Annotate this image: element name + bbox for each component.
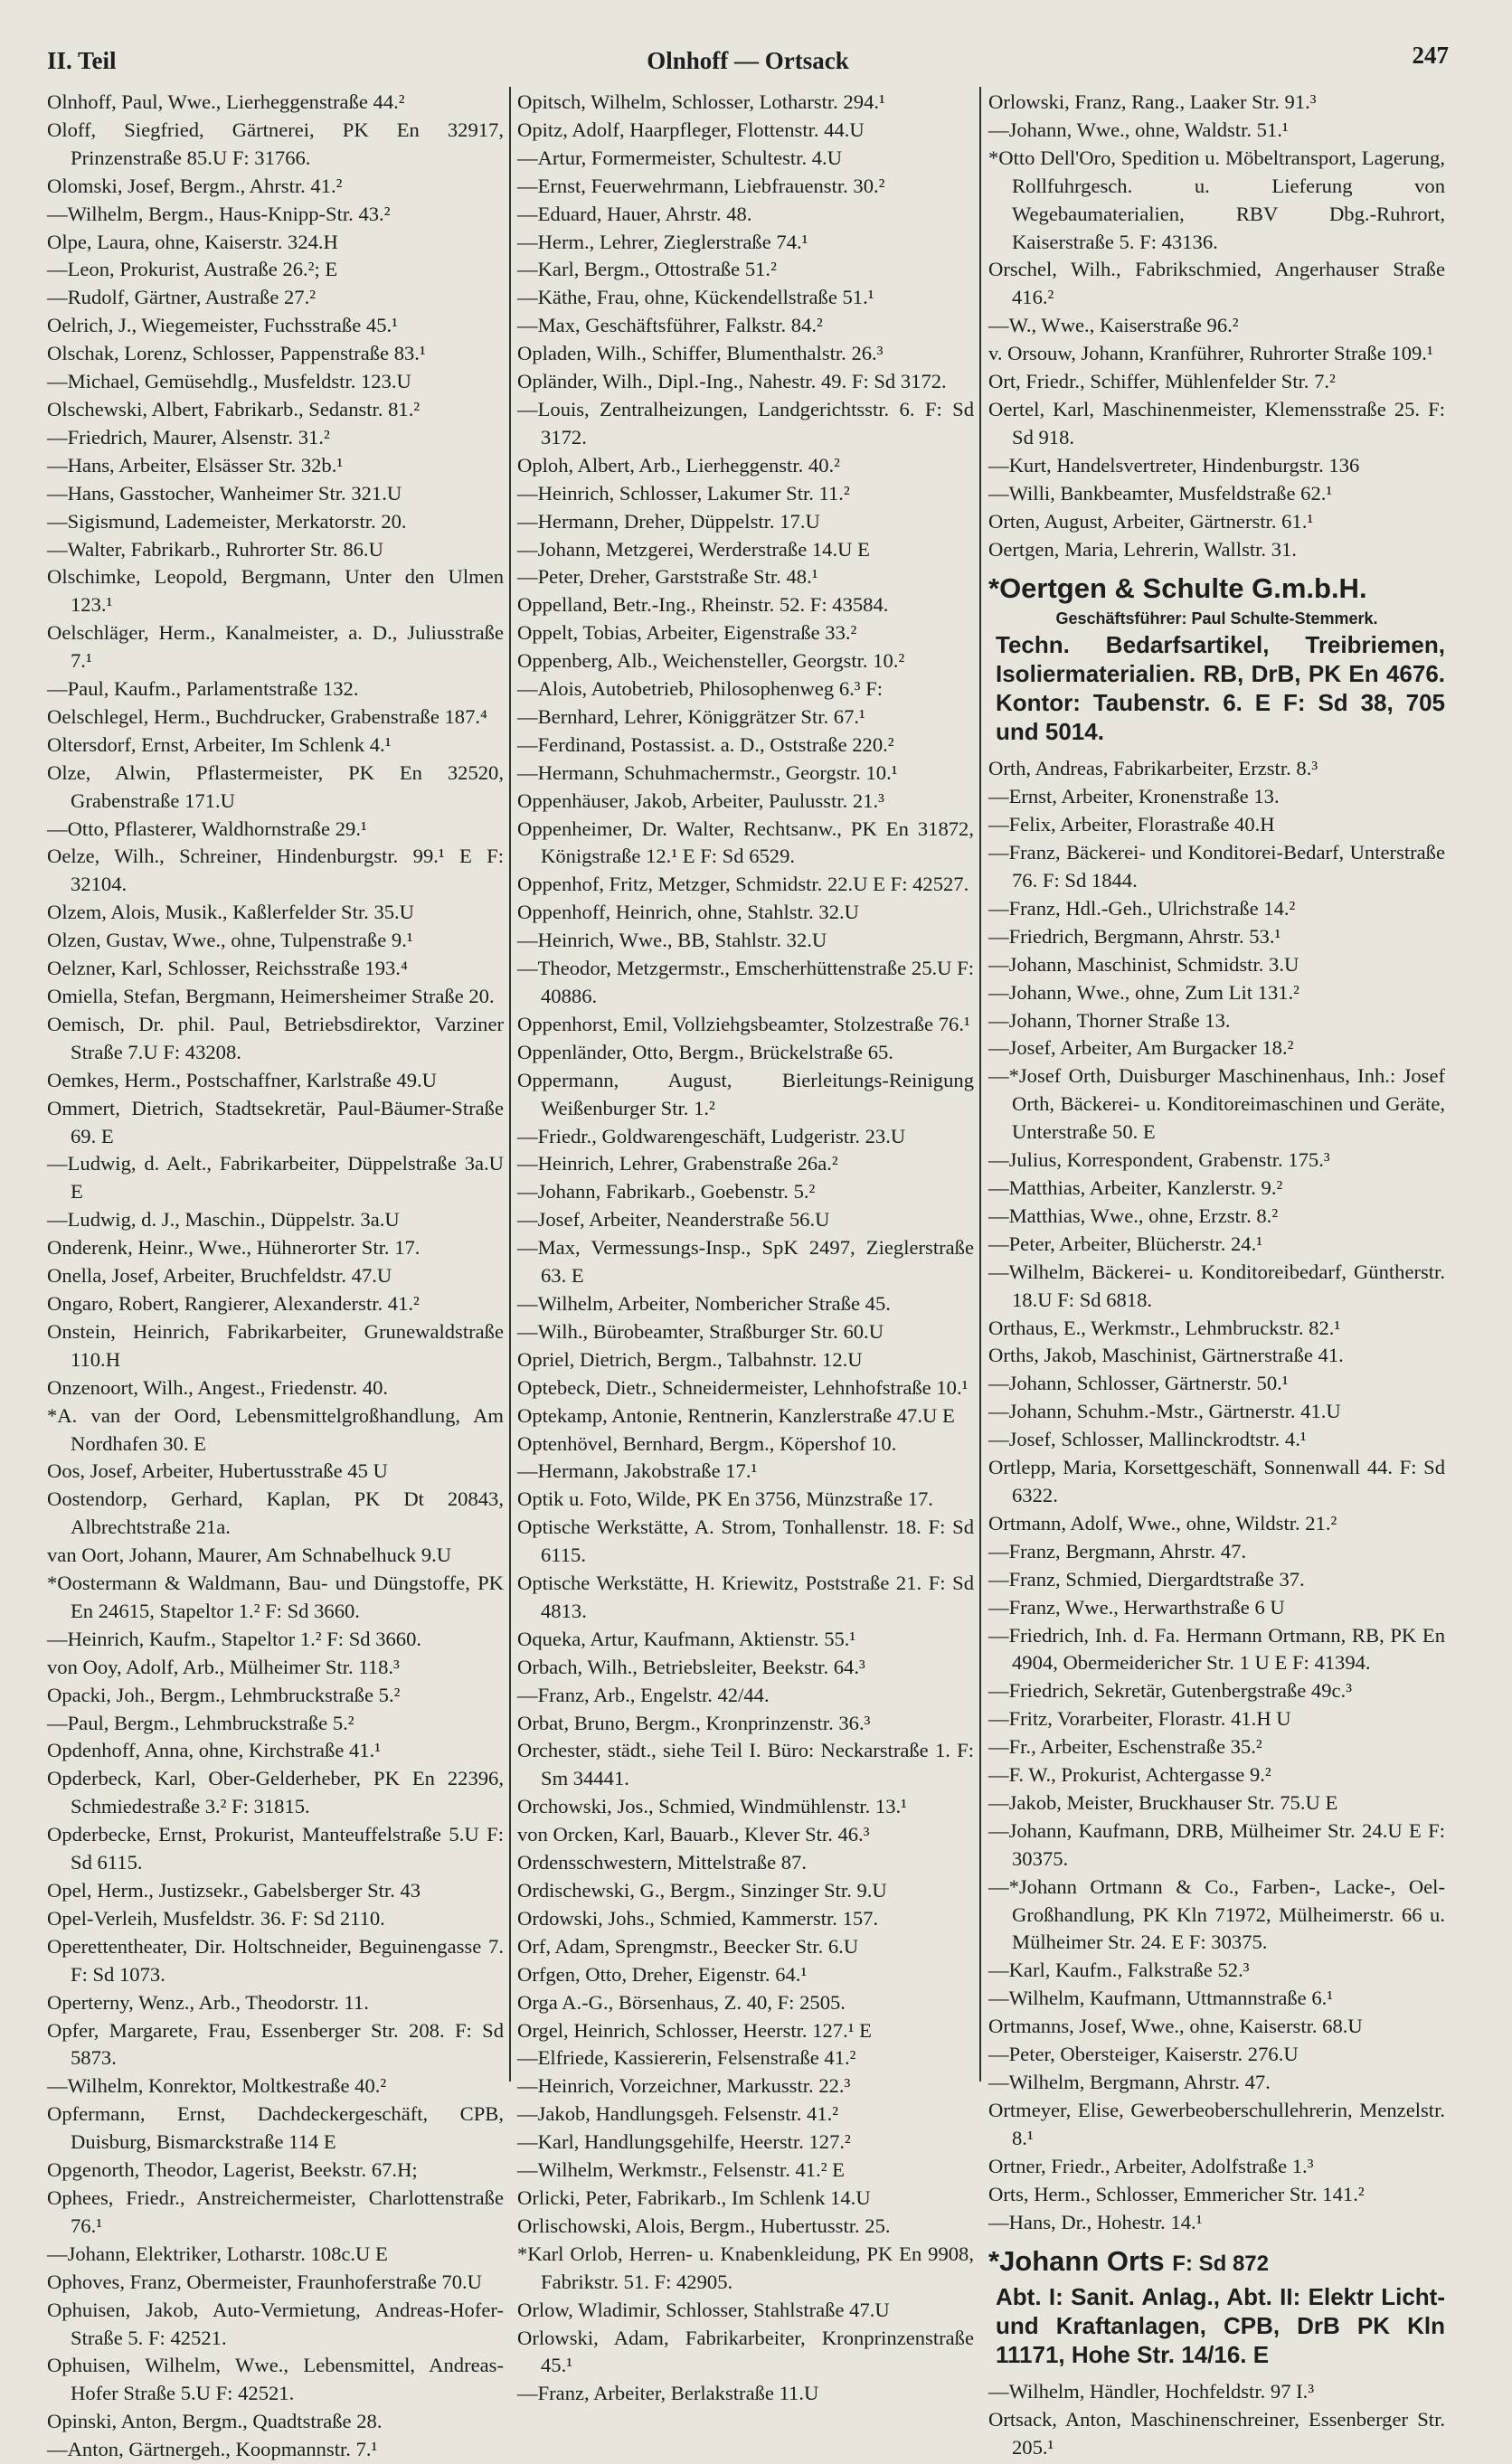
directory-entry: —Julius, Korrespondent, Grabenstr. 175.³ xyxy=(988,1148,1330,1172)
directory-entry: Orga A.-G., Börsenhaus, Z. 40, F: 2505. xyxy=(517,1990,846,2014)
directory-entry: —Paul, Kaufm., Parlamentstraße 132. xyxy=(47,677,359,701)
directory-entry: Olpe, Laura, ohne, Kaiserstr. 324.H xyxy=(47,230,338,253)
directory-entry: Orlischowski, Alois, Bergm., Hubertusstr. 25. xyxy=(517,2214,891,2237)
directory-entry: —Johann, Maschinist, Schmidstr. 3.U xyxy=(988,952,1299,976)
directory-entry: —Franz, Arbeiter, Berlakstraße 11.U xyxy=(517,2382,819,2405)
directory-entry: —Herm., Lehrer, Zieglerstraße 74.¹ xyxy=(517,230,808,253)
directory-entry: Optische Werkstätte, H. Kriewitz, Poststraße 21. F: Sd 4813. xyxy=(517,1572,974,1622)
directory-entry: Oppenhäuser, Jakob, Arbeiter, Paulusstr. 21.³ xyxy=(517,788,884,812)
directory-entry: Onderenk, Heinr., Wwe., Hühnerorter Str. 17. xyxy=(47,1236,421,1260)
directory-entry: Orbat, Bruno, Bergm., Kronprinzenstr. 36.³ xyxy=(517,1711,871,1734)
directory-entry: Oemisch, Dr. phil. Paul, Betriebsdirektor, Varziner Straße 7.U F: 43208. xyxy=(47,1012,504,1063)
directory-entry: Oqueka, Artur, Kaufmann, Aktienstr. 55.¹ xyxy=(517,1627,856,1650)
directory-entry: Opriel, Dietrich, Bergm., Talbahnstr. 12.U xyxy=(517,1347,863,1371)
directory-entry: —Louis, Zentralheizungen, Landgerichtsstr. 6. F: Sd 3172. xyxy=(517,397,974,448)
directory-entry: —Ernst, Feuerwehrmann, Liebfrauenstr. 30.² xyxy=(517,174,885,197)
directory-entry: Ordensschwestern, Mittelstraße 87. xyxy=(517,1851,807,1874)
directory-entry: Orschel, Wilh., Fabrikschmied, Angerhauser Straße 416.² xyxy=(988,258,1445,309)
directory-entry: —Matthias, Arbeiter, Kanzlerstr. 9.² xyxy=(988,1176,1283,1199)
directory-entry: —Theodor, Metzgermstr., Emscherhüttenstraße 25.U F: 40886. xyxy=(517,957,974,1007)
directory-entry: Oemkes, Herm., Postschaffner, Karlstraße 49.U xyxy=(47,1068,437,1091)
directory-entry: Orthaus, E., Werkmstr., Lehmbruckstr. 82.¹ xyxy=(988,1316,1341,1339)
directory-entry: —Jakob, Meister, Bruckhauser Str. 75.U E xyxy=(988,1790,1338,1814)
directory-entry: —Johann, Schlosser, Gärtnerstr. 50.¹ xyxy=(988,1372,1289,1395)
directory-entry: Oelzner, Karl, Schlosser, Reichsstraße 193.⁴ xyxy=(47,957,408,980)
directory-entry: *Karl Orlob, Herren- u. Knabenkleidung, PK En 9908, Fabrikstr. 51. F: 42905. xyxy=(517,2242,974,2293)
directory-entry: Ort, Friedr., Schiffer, Mühlenfelder Str. 7.² xyxy=(988,370,1336,393)
directory-entry: —Michael, Gemüsehdlg., Musfeldstr. 123.U xyxy=(47,370,411,393)
directory-entry: *Oostermann & Waldmann, Bau- und Düngstoffe, PK En 24615, Stapeltor 1.² F: Sd 3660. xyxy=(47,1572,504,1622)
directory-entry: —Heinrich, Schlosser, Lakumer Str. 11.² xyxy=(517,481,850,505)
directory-entry: —Johann, Metzgerei, Werderstraße 14.U E xyxy=(517,537,870,561)
directory-entry: Onella, Josef, Arbeiter, Bruchfeldstr. 47.U xyxy=(47,1264,392,1288)
directory-entry: —Matthias, Wwe., ohne, Erzstr. 8.² xyxy=(988,1204,1279,1227)
directory-entry: —Josef, Arbeiter, Am Burgacker 18.² xyxy=(988,1036,1294,1060)
directory-entry: —Heinrich, Wwe., BB, Stahlstr. 32.U xyxy=(517,929,827,952)
directory-entry: Ordischewski, G., Bergm., Sinzinger Str. 9.U xyxy=(517,1879,887,1902)
directory-entry: Olschimke, Leopold, Bergmann, Unter den Ulmen 123.¹ xyxy=(47,565,504,617)
directory-entry: Opel-Verleih, Musfeldstr. 36. F: Sd 2110. xyxy=(47,1906,385,1930)
directory-entry: —*Josef Orth, Duisburger Maschinenhaus, Inh.: Josef Orth, Bäckerei- u. Konditoreimaschinen und Geräte, Unterstraße 50. E xyxy=(988,1064,1445,1144)
directory-entry: Orlowski, Adam, Fabrikarbeiter, Kronprinzenstraße 45.¹ xyxy=(517,2326,974,2377)
directory-entry: —Johann, Thorner Straße 13. xyxy=(988,1008,1231,1032)
directory-entry: Operterny, Wenz., Arb., Theodorstr. 11. xyxy=(47,1990,369,2014)
directory-entry: —W., Wwe., Kaiserstraße 96.² xyxy=(988,314,1239,337)
directory-entry: —Franz, Wwe., Herwarthstraße 6 U xyxy=(988,1595,1285,1619)
directory-entry: —Peter, Obersteiger, Kaiserstr. 276.U xyxy=(988,2043,1299,2066)
directory-entry: —Johann, Schuhm.-Mstr., Gärtnerstr. 41.U xyxy=(988,1400,1341,1423)
directory-entry: v. Orsouw, Johann, Kranführer, Ruhrorter Straße 109.¹ xyxy=(988,342,1433,365)
directory-entry: —Franz, Bergmann, Ahrstr. 47. xyxy=(988,1539,1247,1562)
directory-entry: —Artur, Formermeister, Schultestr. 4.U xyxy=(517,146,843,169)
directory-entry: Orbach, Wilh., Betriebsleiter, Beekstr. 64.³ xyxy=(517,1655,865,1678)
directory-entry: —Felix, Arbeiter, Florastraße 40.H xyxy=(988,813,1275,836)
directory-entry: —*Johann Ortmann & Co., Farben-, Lacke-, Oel-Großhandlung, PK Kln 71972, Mülheimerstr. 66 u. Mülheimer Str. 24. E F: 30375. xyxy=(988,1874,1445,1954)
ad-body: Techn. Bedarfsartikel, Treibriemen, Isoliermaterialien. RB, DrB, PK En 4676. Kontor: Taubenstr. 6. E F: Sd 38, 705 und 5014. xyxy=(996,631,1445,746)
directory-entry: Orf, Adam, Sprengmstr., Beecker Str. 6.U xyxy=(517,1934,859,1958)
directory-entry: —Jakob, Handlungsgeh. Felsenstr. 41.² xyxy=(517,2102,839,2126)
directory-entry: —Heinrich, Kaufm., Stapeltor 1.² F: Sd 3660. xyxy=(47,1627,422,1650)
directory-entry: Orths, Jakob, Maschinist, Gärtnerstraße 41. xyxy=(988,1344,1344,1367)
directory-entry: —Kurt, Handelsvertreter, Hindenburgstr. 136 xyxy=(988,453,1360,477)
directory-entry: —Max, Vermessungs-Insp., SpK 2497, Zieglerstraße 63. E xyxy=(517,1236,974,1288)
directory-entry: Oppelland, Betr.-Ing., Rheinstr. 52. F: 43584. xyxy=(517,593,889,617)
directory-entry: Oppenländer, Otto, Bergm., Brückelstraße 65. xyxy=(517,1040,893,1063)
directory-entry: —Sigismund, Lademeister, Merkatorstr. 20. xyxy=(47,509,407,533)
directory-entry: —Franz, Schmied, Diergardtstraße 37. xyxy=(988,1567,1305,1591)
ad-title: *Oertgen & Schulte G.m.b.H. xyxy=(988,572,1367,605)
directory-entry: *A. van der Oord, Lebensmittelgroßhandlung, Am Nordhafen 30. E xyxy=(47,1403,504,1455)
directory-entry: —Friedr., Goldwarengeschäft, Ludgeristr. 23.U xyxy=(517,1124,906,1147)
directory-entry: Opdenhoff, Anna, ohne, Kirchstraße 41.¹ xyxy=(47,1739,382,1762)
page-number: 247 xyxy=(1412,42,1449,69)
directory-column-1 xyxy=(47,89,504,2464)
directory-entry: Opfer, Margarete, Frau, Essenberger Str. 208. F: Sd 5873. xyxy=(47,2018,504,2070)
directory-entry: —Hermann, Jakobstraße 17.¹ xyxy=(517,1459,758,1483)
directory-entry: Oos, Josef, Arbeiter, Hubertusstraße 45 U xyxy=(47,1459,388,1483)
ad-body: Abt. I: Sanit. Anlag., Abt. II: Elektr Licht- und Kraftanlagen, CPB, DrB PK Kln 11171, Hohe Str. 14/16. E xyxy=(996,2283,1445,2369)
directory-entry: —Franz, Hdl.-Geh., Ulrichstraße 14.² xyxy=(988,896,1296,920)
directory-entry: Orth, Andreas, Fabrikarbeiter, Erzstr. 8.³ xyxy=(988,757,1318,780)
directory-entry: Opladen, Wilh., Schiffer, Blumenthalstr. 26.³ xyxy=(517,342,884,365)
directory-entry: —Leon, Prokurist, Austraße 26.²; E xyxy=(47,258,338,281)
directory-entry: Oppermann, August, Bierleitungs-Reinigung Weißenburger Str. 1.² xyxy=(517,1068,974,1119)
directory-entry: —Peter, Arbeiter, Blücherstr. 24.¹ xyxy=(988,1232,1263,1255)
directory-entry: Orgel, Heinrich, Schlosser, Heerstr. 127.¹ E xyxy=(517,2018,872,2042)
directory-entry: —Friedrich, Maurer, Alsenstr. 31.² xyxy=(47,425,330,448)
directory-entry: Onstein, Heinrich, Fabrikarbeiter, Grunewaldstraße 110.H xyxy=(47,1319,504,1371)
directory-entry: Oelrich, J., Wiegemeister, Fuchsstraße 45.¹ xyxy=(47,314,398,337)
directory-entry: Orchowski, Jos., Schmied, Windmühlenstr. 13.¹ xyxy=(517,1795,907,1818)
directory-entry: van Oort, Johann, Maurer, Am Schnabelhuck 9.U xyxy=(47,1544,452,1567)
directory-entry: Oltersdorf, Ernst, Arbeiter, Im Schlenk 4.¹ xyxy=(47,732,392,756)
directory-entry: Ophuisen, Wilhelm, Wwe., Lebensmittel, Andreas-Hofer Straße 5.U F: 42521. xyxy=(47,2354,504,2405)
directory-entry: Orten, August, Arbeiter, Gärtnerstr. 61.¹ xyxy=(988,509,1314,533)
directory-entry: —Johann, Kaufmann, DRB, Mülheimer Str. 24.U E F: 30375. xyxy=(988,1818,1445,1870)
directory-entry: Opitz, Adolf, Haarpfleger, Flottenstr. 44.U xyxy=(517,118,865,141)
directory-column-3 xyxy=(988,89,1445,2462)
directory-entry: Optik u. Foto, Wilde, PK En 3756, Münzstraße 17. xyxy=(517,1487,933,1511)
directory-entry: —Heinrich, Lehrer, Grabenstraße 26a.² xyxy=(517,1152,838,1175)
directory-entry: —Wilh., Bürobeamter, Straßburger Str. 60.U xyxy=(517,1319,884,1343)
directory-entry: Optenhövel, Bernhard, Bergm., Köpershof 10. xyxy=(517,1431,897,1455)
advertisement-oertgen-schulte xyxy=(988,571,1445,746)
directory-entry: —Heinrich, Vorzeichner, Markusstr. 22.³ xyxy=(517,2074,851,2098)
directory-entry: —Käthe, Frau, ohne, Kückendellstraße 51.¹ xyxy=(517,286,874,309)
directory-entry: Onzenoort, Wilh., Angest., Friedenstr. 40. xyxy=(47,1375,389,1399)
directory-entry: —Johann, Elektriker, Lotharstr. 108c.U E xyxy=(47,2242,388,2265)
directory-entry: Oppelt, Tobias, Arbeiter, Eigenstraße 33.² xyxy=(517,621,857,645)
directory-entry: —Josef, Arbeiter, Neanderstraße 56.U xyxy=(517,1208,830,1232)
directory-entry: Oppenhof, Fritz, Metzger, Schmidstr. 22.U E F: 42527. xyxy=(517,873,969,896)
directory-entry: Oppenhoff, Heinrich, ohne, Stahlstr. 32.U xyxy=(517,901,859,924)
directory-entry: Olschewski, Albert, Fabrikarb., Sedanstr. 81.² xyxy=(47,397,421,420)
directory-entry: Ortmanns, Josef, Wwe., ohne, Kaiserstr. 68.U xyxy=(988,2015,1363,2038)
directory-entry: Opacki, Joh., Bergm., Lehmbruckstraße 5.² xyxy=(47,1683,401,1706)
directory-entry: Oppenheimer, Dr. Walter, Rechtsanw., PK En 31872, Königstraße 12.¹ E F: Sd 6529. xyxy=(517,817,974,868)
directory-entry: —Karl, Handlungsgehilfe, Heerstr. 127.² xyxy=(517,2130,851,2154)
directory-entry: —Friedrich, Bergmann, Ahrstr. 53.¹ xyxy=(988,924,1281,948)
directory-entry: Opitsch, Wilhelm, Schlosser, Lotharstr. 294.¹ xyxy=(517,90,885,113)
directory-entry: Oertel, Karl, Maschinenmeister, Klemensstraße 25. F: Sd 918. xyxy=(988,397,1445,448)
directory-entry: Oppenhorst, Emil, Vollziehgsbeamter, Stolzestraße 76.¹ xyxy=(517,1012,970,1035)
directory-entry: —Rudolf, Gärtner, Austraße 27.² xyxy=(47,286,317,309)
directory-entry: —Wilhelm, Händler, Hochfeldstr. 97 I.³ xyxy=(988,2380,1315,2403)
directory-entry: —Wilhelm, Konrektor, Moltkestraße 40.² xyxy=(47,2074,387,2098)
directory-entry: —Fr., Arbeiter, Eschenstraße 35.² xyxy=(988,1735,1262,1759)
directory-entry: Ordowski, Johs., Schmied, Kammerstr. 157. xyxy=(517,1906,879,1930)
directory-entry: Ongaro, Robert, Rangierer, Alexanderstr. 41.² xyxy=(47,1291,420,1315)
directory-entry: —Wilhelm, Bergmann, Ahrstr. 47. xyxy=(988,2071,1271,2093)
directory-entry: —Hermann, Schuhmachermstr., Georgstr. 10.¹ xyxy=(517,760,898,784)
directory-entry: Orlowski, Franz, Rang., Laaker Str. 91.³ xyxy=(988,90,1317,113)
directory-entry: —Wilhelm, Arbeiter, Nombericher Straße 45. xyxy=(517,1291,891,1315)
directory-entry: Opinski, Anton, Bergm., Quadtstraße 28. xyxy=(47,2410,383,2433)
directory-entry: —Friedrich, Inh. d. Fa. Hermann Ortmann, RB, PK En 4904, Obermeidericher Str. 1 U E F: 41394. xyxy=(988,1623,1445,1675)
directory-entry: —Friedrich, Sekretär, Gutenbergstraße 49c.³ xyxy=(988,1679,1352,1703)
directory-entry: —Fritz, Vorarbeiter, Florastr. 41.H U xyxy=(988,1707,1291,1731)
page-range-title: Olnhoff — Ortsack xyxy=(647,47,849,74)
directory-entry: Omiella, Stefan, Bergmann, Heimersheimer Straße 20. xyxy=(47,985,495,1007)
directory-entry: Operettentheater, Dir. Holtschneider, Beguinengasse 7. F: Sd 1073. xyxy=(47,1934,504,1986)
directory-entry: Oelze, Wilh., Schreiner, Hindenburgstr. 99.¹ E F: 32104. xyxy=(47,845,504,896)
directory-entry: Olnhoff, Paul, Wwe., Lierheggenstraße 44.² xyxy=(47,90,405,113)
directory-entry: Orlow, Wladimir, Schlosser, Stahlstraße 47.U xyxy=(517,2298,890,2321)
directory-entry: —Johann, Fabrikarb., Goebenstr. 5.² xyxy=(517,1180,816,1204)
directory-entry: *Otto Dell'Oro, Spedition u. Möbeltransport, Lagerung, Rollfuhrgesch. u. Lieferung von Wegebaumaterialien, RBV Dbg.-Ruhrort, Kaiserstraße 5. F: 43136. xyxy=(988,146,1445,253)
directory-entry: Olomski, Josef, Bergm., Ahrstr. 41.² xyxy=(47,174,343,197)
directory-entry: —Anton, Gärtnergeh., Koopmannstr. 7.¹ xyxy=(47,2438,378,2461)
directory-entry: Oppenberg, Alb., Weichensteller, Georgstr. 10.² xyxy=(517,649,905,673)
directory-entry: —Eduard, Hauer, Ahrstr. 48. xyxy=(517,202,752,225)
directory-entry: Opländer, Wilh., Dipl.-Ing., Nahestr. 49. F: Sd 3172. xyxy=(517,370,947,393)
directory-entry: —Hans, Dr., Hohestr. 14.¹ xyxy=(988,2210,1203,2233)
directory-entry: Oploh, Albert, Arb., Lierheggenstr. 40.² xyxy=(517,453,840,477)
directory-entry: —Ferdinand, Postassist. a. D., Oststraße 220.² xyxy=(517,732,894,756)
directory-entry: Orlicki, Peter, Fabrikarb., Im Schlenk 14.U xyxy=(517,2186,871,2209)
directory-entry: Ophees, Friedr., Anstreichermeister, Charlottenstraße 76.¹ xyxy=(47,2186,504,2237)
directory-entry: Orfgen, Otto, Dreher, Eigenstr. 64.¹ xyxy=(517,1962,808,1986)
column-divider xyxy=(509,87,511,2082)
directory-entry: Olzen, Gustav, Wwe., ohne, Tulpenstraße 9.¹ xyxy=(47,929,413,952)
directory-entry: —Karl, Kaufm., Falkstraße 52.³ xyxy=(988,1959,1250,1982)
directory-entry: Oostendorp, Gerhard, Kaplan, PK Dt 20843, Albrechtstraße 21a. xyxy=(47,1487,504,1539)
directory-entry: Oertgen, Maria, Lehrerin, Wallstr. 31. xyxy=(988,537,1297,561)
directory-entry: von Orcken, Karl, Bauarb., Klever Str. 46.³ xyxy=(517,1823,870,1846)
directory-entry: —Willi, Bankbeamter, Musfeldstraße 62.¹ xyxy=(988,481,1333,505)
directory-entry: —Elfriede, Kassiererin, Felsenstraße 41.² xyxy=(517,2046,856,2070)
directory-entry: Ortmann, Adolf, Wwe., ohne, Wildstr. 21.² xyxy=(988,1511,1337,1534)
directory-entry: —Johann, Wwe., ohne, Waldstr. 51.¹ xyxy=(988,118,1289,141)
directory-entry: —Ludwig, d. Aelt., Fabrikarbeiter, Düppelstraße 3a.U E xyxy=(47,1152,504,1204)
directory-entry: —F. W., Prokurist, Achtergasse 9.² xyxy=(988,1763,1271,1787)
directory-entry: —Wilhelm, Bergm., Haus-Knipp-Str. 43.² xyxy=(47,202,391,225)
directory-entry: Opfermann, Ernst, Dachdeckergeschäft, CPB, Duisburg, Bismarckstraße 114 E xyxy=(47,2102,504,2154)
directory-entry: Ortner, Friedr., Arbeiter, Adolfstraße 1.³ xyxy=(988,2154,1314,2177)
directory-entry: Ophoves, Franz, Obermeister, Fraunhoferstraße 70.U xyxy=(47,2270,482,2293)
page-header xyxy=(47,42,1449,83)
directory-entry: Ortsack, Anton, Maschinenschreiner, Essenberger Str. 205.¹ xyxy=(988,2408,1445,2459)
directory-entry: Olze, Alwin, Pflastermeister, PK En 32520, Grabenstraße 171.U xyxy=(47,760,504,812)
directory-entry: —Bernhard, Lehrer, Königgrätzer Str. 67.¹ xyxy=(517,704,865,728)
directory-entry: —Franz, Arb., Engelstr. 42/44. xyxy=(517,1683,770,1706)
directory-entry: —Hans, Gasstocher, Wanheimer Str. 321.U xyxy=(47,481,402,505)
directory-entry: —Max, Geschäftsführer, Falkstr. 84.² xyxy=(517,314,823,337)
ad-phone: F: Sd 872 xyxy=(1172,2252,1269,2277)
directory-entry: —Peter, Dreher, Garststraße Str. 48.¹ xyxy=(517,565,818,589)
directory-entry: Ophuisen, Jakob, Auto-Vermietung, Andreas-Hofer-Straße 5. F: 42521. xyxy=(47,2298,504,2349)
section-label: II. Teil xyxy=(47,47,117,74)
directory-entry: von Ooy, Adolf, Arb., Mülheimer Str. 118.³ xyxy=(47,1655,400,1678)
directory-entry: Optebeck, Dietr., Schneidermeister, Lehnhofstraße 10.¹ xyxy=(517,1375,969,1399)
directory-entry: Ommert, Dietrich, Stadtsekretär, Paul-Bäumer-Straße 69. E xyxy=(47,1096,504,1147)
directory-entry: Ortmeyer, Elise, Gewerbeoberschullehrerin, Menzelstr. 8.¹ xyxy=(988,2098,1445,2149)
directory-entry: —Alois, Autobetrieb, Philosophenweg 6.³ F: xyxy=(517,677,884,701)
directory-entry: —Hermann, Dreher, Düppelstr. 17.U xyxy=(517,509,820,533)
directory-entry: —Wilhelm, Kaufmann, Uttmannstraße 6.¹ xyxy=(988,1987,1334,2010)
directory-entry: —Hans, Arbeiter, Elsässer Str. 32b.¹ xyxy=(47,453,344,477)
directory-entry: —Wilhelm, Werkmstr., Felsenstr. 41.² E xyxy=(517,2158,845,2182)
directory-entry: —Franz, Bäckerei- und Konditorei-Bedarf, Unterstraße 76. F: Sd 1844. xyxy=(988,841,1445,892)
directory-entry: —Karl, Bergm., Ottostraße 51.² xyxy=(517,258,777,281)
directory-entry: Orts, Herm., Schlosser, Emmericher Str. 141.² xyxy=(988,2182,1365,2205)
directory-entry: —Ludwig, d. J., Maschin., Düppelstr. 3a.U xyxy=(47,1208,400,1232)
directory-entry: Opgenorth, Theodor, Lagerist, Beekstr. 67.H; xyxy=(47,2158,418,2182)
directory-entry: Opderbeck, Karl, Ober-Gelderheber, PK En 22396, Schmiedestraße 3.² F: 31815. xyxy=(47,1767,504,1818)
directory-entry: —Josef, Schlosser, Mallinckrodtstr. 4.¹ xyxy=(988,1428,1307,1451)
directory-entry: Oelschlegel, Herm., Buchdrucker, Grabenstraße 187.⁴ xyxy=(47,704,487,728)
directory-entry: Orchester, städt., siehe Teil I. Büro: Neckarstraße 1. F: Sm 34441. xyxy=(517,1739,974,1790)
directory-entry: —Walter, Fabrikarb., Ruhrorter Str. 86.U xyxy=(47,537,383,561)
directory-entry: Ortlepp, Maria, Korsettgeschäft, Sonnenwall 44. F: Sd 6322. xyxy=(988,1456,1445,1506)
directory-entry: Opderbecke, Ernst, Prokurist, Manteuffelstraße 5.U F: Sd 6115. xyxy=(47,1823,504,1874)
directory-entry: Optekamp, Antonie, Rentnerin, Kanzlerstraße 47.U E xyxy=(517,1403,955,1427)
ad-title: *Johann Orts xyxy=(988,2245,1165,2278)
directory-column-2 xyxy=(517,89,974,2408)
directory-entry: —Ernst, Arbeiter, Kronenstraße 13. xyxy=(988,785,1280,808)
directory-entry: Opel, Herm., Justizsekr., Gabelsberger Str. 43 xyxy=(47,1879,421,1902)
directory-entry: —Wilhelm, Bäckerei- u. Konditoreibedarf, Güntherstr. 18.U F: Sd 6818. xyxy=(988,1260,1445,1311)
directory-entry: Optische Werkstätte, A. Strom, Tonhallenstr. 18. F: Sd 6115. xyxy=(517,1515,974,1567)
column-divider xyxy=(979,87,981,2082)
directory-entry: —Paul, Bergm., Lehmbruckstraße 5.² xyxy=(47,1711,354,1734)
advertisement-johann-orts xyxy=(988,2243,1445,2369)
directory-entry: Oloff, Siegfried, Gärtnerei, PK En 32917, Prinzenstraße 85.U F: 31766. xyxy=(47,118,504,169)
directory-entry: Olschak, Lorenz, Schlosser, Pappenstraße 83.¹ xyxy=(47,342,426,365)
ad-subtitle: Geschäftsführer: Paul Schulte-Stemmerk. xyxy=(1055,609,1378,628)
directory-entry: —Otto, Pflasterer, Waldhornstraße 29.¹ xyxy=(47,817,367,840)
directory-entry: Oelschläger, Herm., Kanalmeister, a. D., Juliusstraße 7.¹ xyxy=(47,621,504,673)
directory-entry: —Johann, Wwe., ohne, Zum Lit 131.² xyxy=(988,980,1299,1004)
directory-entry: Olzem, Alois, Musik., Kaßlerfelder Str. 35.U xyxy=(47,901,415,924)
